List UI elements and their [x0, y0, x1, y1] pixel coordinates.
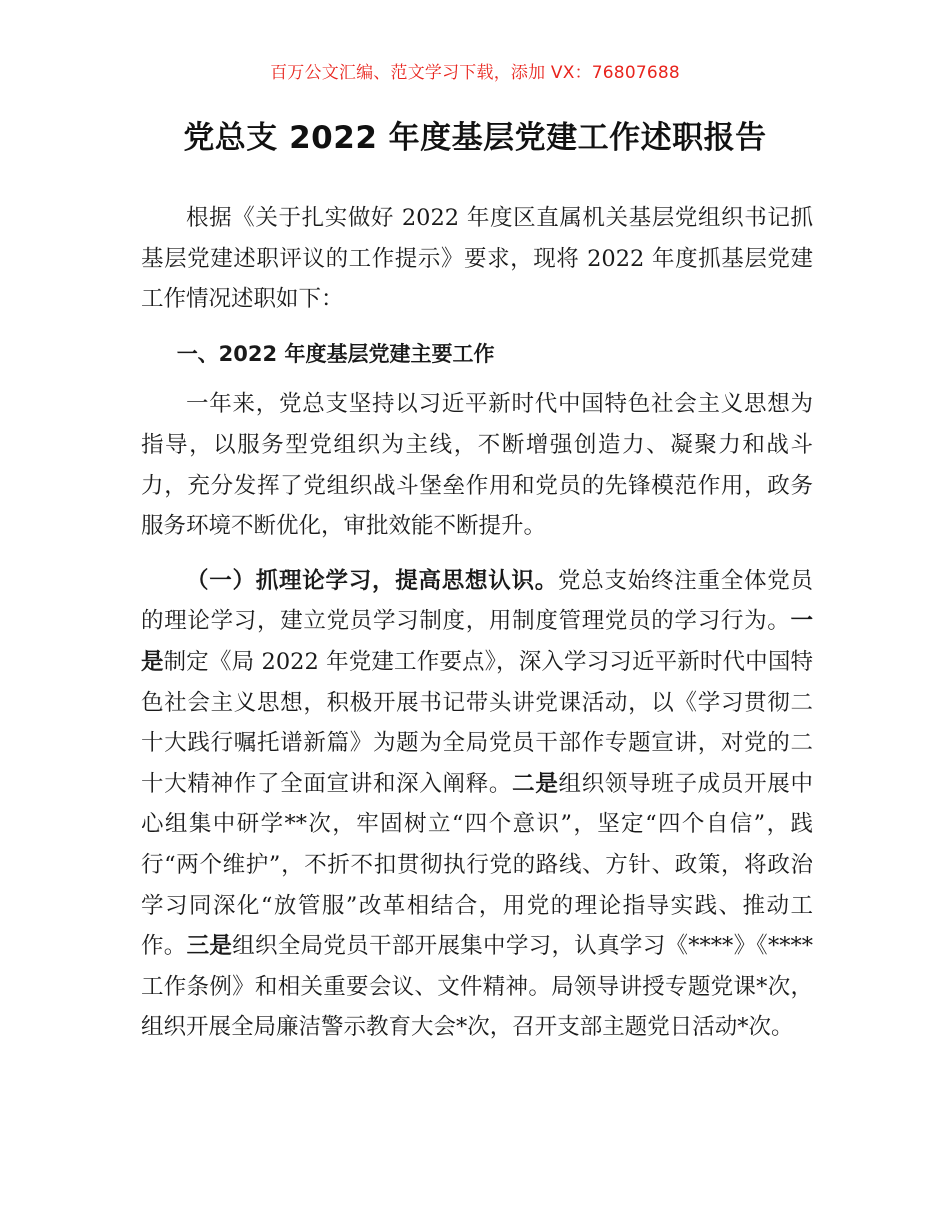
- point-2-label: 二是: [512, 770, 559, 797]
- intro-paragraph: 根据《关于扎实做好 2022 年度区直属机关基层党组织书记抓基层党建述职评议的工作提示》要求，现将 2022 年度抓基层党建工作情况述职如下：: [141, 205, 813, 313]
- document-title: 党总支 2022 年度基层党建工作述职报告: [183, 120, 767, 156]
- point-1-text: 制定《局 2022 年党建工作要点》，深入学习习近平新时代中国特色社会主义思想，积极开展书记带头讲党课活动，以《学习贯彻二十大践行嘱托谱新篇》为题为全局党员干部作专题宣讲，对党的二十大精神作了全面宣讲和深入阐释。: [141, 648, 813, 797]
- point-1-label: 一是: [141, 608, 813, 675]
- point-2-text: 组织领导班子成员开展中心组集中研学**次，牢固树立“四个意识”，坚定“四个自信”，践行“两个维护”，不折不扣贯彻执行党的路线、方针、政策，将政治学习同深化“放管服”改革相结合，用党的理论指导实践、推动工作。: [141, 770, 813, 960]
- document-body: [141, 198, 813, 1048]
- subsection-1-paragraph: [141, 561, 813, 1048]
- subsection-1-heading: （一）抓理论学习，提高思想认识。: [186, 567, 558, 594]
- section-heading-1: 一、2022 年度基层党建主要工作: [176, 341, 495, 366]
- point-3-text: 组织全局党员干部开展集中学习，认真学习《****》《****工作条例》和相关重要会议、文件精神。局领导讲授专题党课*次，组织开展全局廉洁警示教育大会*次，召开支部主题党日活动*次。: [141, 933, 813, 1041]
- section-1-paragraph: 一年来，党总支坚持以习近平新时代中国特色社会主义思想为指导，以服务型党组织为主线，不断增强创造力、凝聚力和战斗力，充分发挥了党组织战斗堡垒作用和党员的先锋模范作用，政务服务环境不断优化，审批效能不断提升。: [141, 391, 813, 540]
- point-3-label: 三是: [186, 933, 233, 960]
- subsection-1-lead: 党总支始终注重全体党员的理论学习，建立党员学习制度，用制度管理党员的学习行为。: [141, 567, 813, 635]
- watermark-header: 百万公文汇编、范文学习下载，添加 VX：76807688: [270, 63, 680, 83]
